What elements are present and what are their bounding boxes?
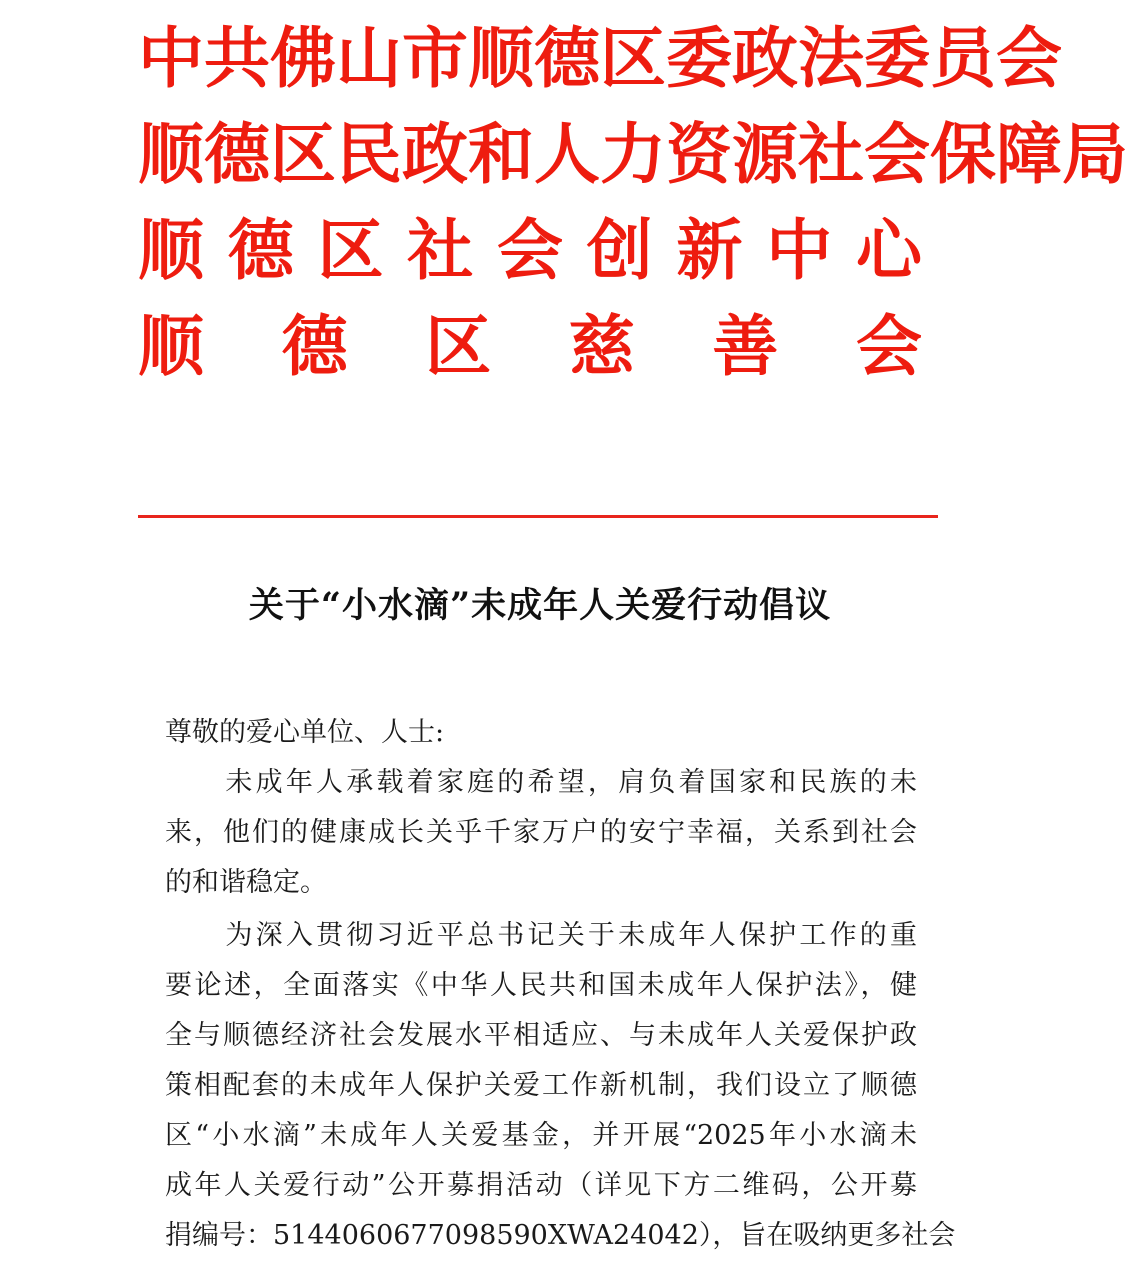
letterhead-char: 顺 [138,307,204,385]
paragraph-2-line: 区“小水滴”未成年人关爱基金，并开展“2025年小水滴未 [165,1120,917,1151]
letterhead-char: 委 [666,19,732,97]
letterhead-char: 创 [586,211,653,289]
letterhead-char: 新 [676,211,743,289]
letterhead-char: 社 [798,115,864,193]
paragraph-2-line: 全与顺德经济社会发展水平相适应、与未成年人关爱保护政 [165,1020,917,1051]
letterhead-char: 心 [856,211,922,289]
letterhead-char: 会 [497,211,563,289]
letterhead-char: 德 [204,115,270,193]
paragraph-2-line: 要论述，全面落实《中华人民共和国未成年人保护法》，健 [165,970,917,1001]
letterhead-char: 中 [766,211,833,289]
letterhead-char: 德 [227,211,294,289]
letterhead-char: 市 [402,19,468,97]
paragraph-1-line: 的和谐稳定。 [165,867,327,898]
salutation: 尊敬的爱心单位、人士: [165,717,445,748]
paragraph-1-line: 来，他们的健康成长关乎千家万户的安宁幸福，关系到社会 [165,817,917,848]
letterhead-char: 会 [996,19,1062,97]
letterhead-char: 资 [666,115,732,193]
letterhead-char: 共 [204,19,270,97]
letterhead-char: 障 [996,115,1062,193]
letterhead-char: 中 [138,19,204,97]
letterhead-char: 善 [712,307,779,385]
paragraph-2-line: 为深入贯彻习近平总书记关于未成年人保护工作的重 [165,920,917,951]
letterhead-char: 政 [402,115,468,193]
paragraph-2-line: 捐编号：5144060677098590XWA24042），旨在吸纳更多社会 [165,1220,956,1251]
letterhead-char: 山 [336,19,402,97]
letterhead-char: 区 [600,19,666,97]
letterhead-char: 和 [468,115,534,193]
letterhead-char: 会 [855,307,922,385]
letterhead-char: 员 [930,19,996,97]
letterhead-char: 德 [534,19,600,97]
letterhead-char: 力 [600,115,666,193]
document-title: 关于“小水滴”未成年人关爱行动倡议 [248,585,832,626]
letterhead-char: 社 [407,211,474,289]
letterhead-char: 佛 [270,19,336,97]
letterhead-char: 法 [798,19,864,97]
paragraph-1-line: 未成年人承载着家庭的希望，肩负着国家和民族的未 [165,767,917,798]
letterhead-char: 顺 [468,19,534,97]
letterhead-char: 区 [425,307,492,385]
letterhead-char: 人 [534,115,600,193]
letterhead-char: 委 [864,19,930,97]
letterhead-line-1 [138,19,1062,118]
letterhead-char: 政 [732,19,798,97]
letterhead-char: 慈 [568,307,635,385]
letterhead-char: 局 [1062,115,1128,193]
letterhead-char: 顺 [138,211,204,289]
letterhead-line-2 [138,115,1128,214]
document-body [165,708,956,1261]
paragraph-2-line: 成年人关爱行动”公开募捐活动（详见下方二维码，公开募 [165,1170,917,1201]
letterhead-char: 区 [270,115,336,193]
letterhead-char: 顺 [138,115,204,193]
letterhead [138,19,1128,406]
letterhead-char: 保 [930,115,996,193]
red-divider-line [138,515,938,518]
letterhead-char: 民 [336,115,402,193]
paragraph-2-line: 策相配套的未成年人保护关爱工作新机制，我们设立了顺德 [165,1070,917,1101]
letterhead-line-3 [138,211,922,310]
letterhead-char: 会 [864,115,930,193]
letterhead-char: 区 [317,211,384,289]
letterhead-char: 德 [281,307,348,385]
letterhead-char: 源 [732,115,798,193]
letterhead-line-4 [138,307,922,406]
